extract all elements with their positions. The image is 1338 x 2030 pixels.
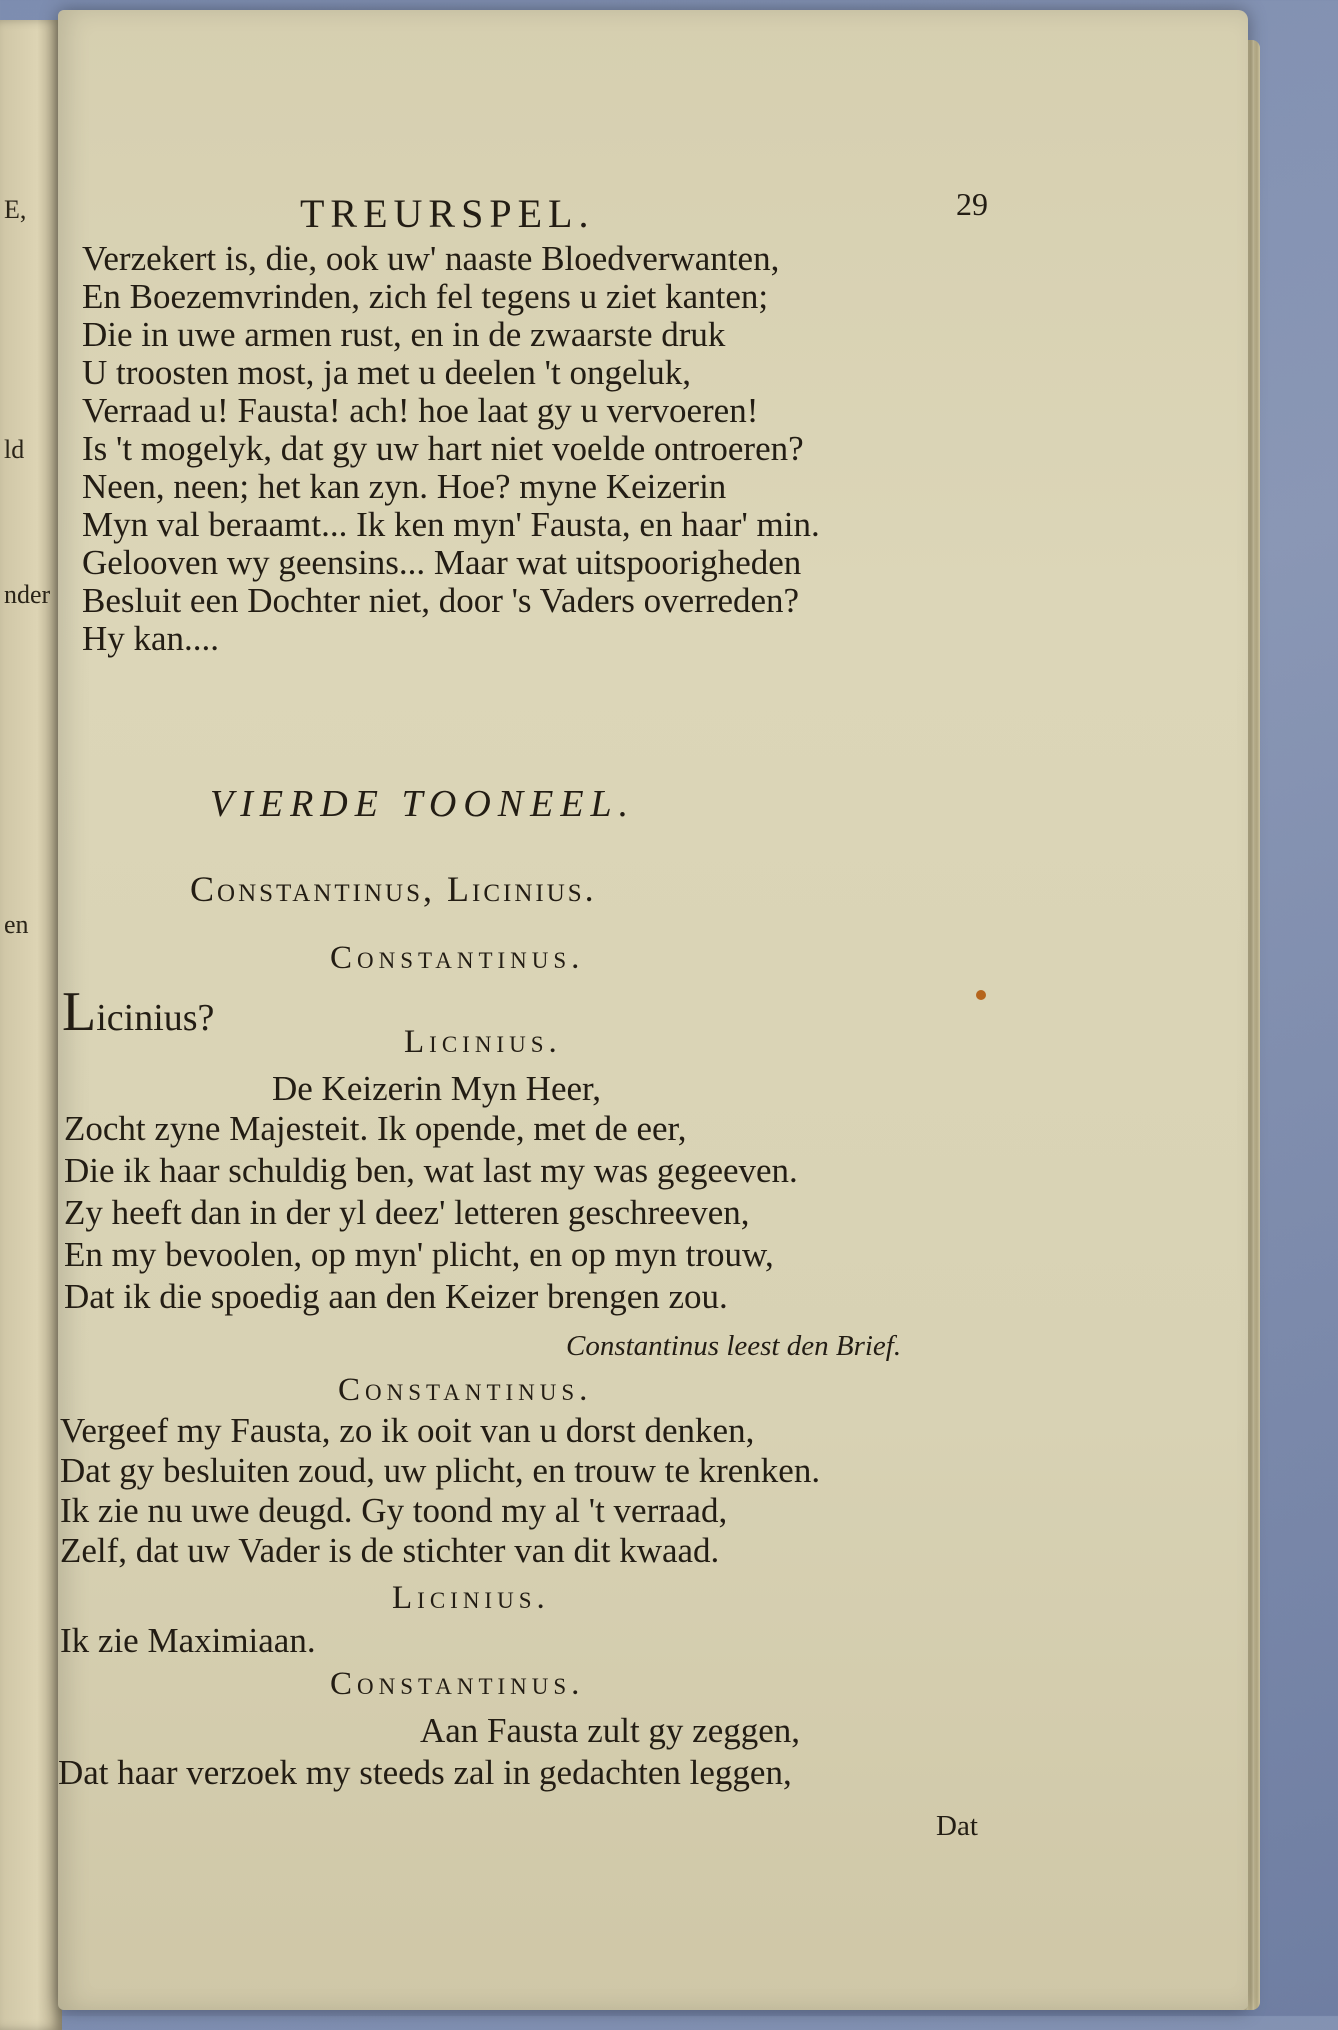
- verse-line: En Boezemvrinden, zich fel tegens u ziet kanten;: [82, 277, 769, 316]
- left-page-fragment: E,: [4, 195, 27, 224]
- speaker-name: Licinius.: [392, 1580, 550, 1616]
- dialogue-line: [62, 980, 214, 1044]
- dialogue-line-rest: icinius?: [96, 997, 215, 1039]
- paper-stain: [976, 990, 986, 1000]
- running-header: TREURSPEL.: [300, 191, 595, 236]
- scene-title: VIERDE TOONEEL.: [210, 783, 636, 825]
- verse-line: Die ik haar schuldig ben, wat last my was gegeeven.: [64, 1151, 798, 1190]
- cast-list: Constantinus, Licinius.: [190, 869, 597, 909]
- left-page-fragment: en: [4, 910, 29, 939]
- verse-line: Die in uwe armen rust, en in de zwaarste druk: [82, 315, 726, 354]
- verse-line: Ik zie nu uwe deugd. Gy toond my al 't verraad,: [60, 1491, 728, 1530]
- verse-line: Dat ik die spoedig aan den Keizer brengen zou.: [64, 1277, 728, 1316]
- verse-line: Verraad u! Fausta! ach! hoe laat gy u vervoeren!: [82, 391, 759, 430]
- verse-line: Verzekert is, die, ook uw' naaste Bloedverwanten,: [82, 239, 780, 278]
- verse-line: Dat gy besluiten zoud, uw plicht, en trouw te krenken.: [60, 1451, 821, 1490]
- verse-line: En my bevoolen, op myn' plicht, en op myn trouw,: [64, 1235, 774, 1274]
- stage-direction: Constantinus leest den Brief.: [566, 1330, 902, 1362]
- speaker-name: Constantinus.: [330, 940, 585, 976]
- verse-line: Neen, neen; het kan zyn. Hoe? myne Keizerin: [82, 467, 727, 506]
- drop-cap: L: [62, 981, 97, 1043]
- left-page-fragment: ld: [4, 435, 25, 464]
- verse-line: Dat haar verzoek my steeds zal in gedachten leggen,: [58, 1753, 792, 1792]
- left-page-fragment: nder: [4, 580, 51, 609]
- verse-line: Hy kan....: [82, 619, 220, 658]
- left-page-edge: [0, 20, 62, 2030]
- verse-line: Aan Fausta zult gy zeggen,: [420, 1711, 801, 1750]
- verse-line: Vergeef my Fausta, zo ik ooit van u dorst denken,: [60, 1411, 755, 1450]
- catchword: Dat: [936, 1810, 978, 1842]
- speaker-name: Constantinus.: [330, 1666, 585, 1702]
- speaker-name: Constantinus.: [338, 1372, 593, 1408]
- speaker-name: Licinius.: [404, 1024, 562, 1060]
- verse-line: Zelf, dat uw Vader is de stichter van dit kwaad.: [60, 1531, 720, 1570]
- page-number: 29: [956, 186, 988, 222]
- verse-line: Besluit een Dochter niet, door 's Vaders overreden?: [82, 581, 800, 620]
- verse-line: U troosten most, ja met u deelen 't ongeluk,: [82, 353, 691, 392]
- verse-line: Zocht zyne Majesteit. Ik opende, met de eer,: [64, 1109, 687, 1148]
- verse-line: Zy heeft dan in der yl deez' letteren geschreeven,: [64, 1193, 750, 1232]
- verse-line: Myn val beraamt... Ik ken myn' Fausta, en haar' min.: [82, 505, 820, 544]
- verse-line: De Keizerin Myn Heer,: [272, 1069, 602, 1108]
- verse-line: Gelooven wy geensins... Maar wat uitspoorigheden: [82, 543, 802, 582]
- verse-line: Is 't mogelyk, dat gy uw hart niet voelde ontroeren?: [82, 429, 804, 468]
- verse-line: Ik zie Maximiaan.: [60, 1621, 316, 1660]
